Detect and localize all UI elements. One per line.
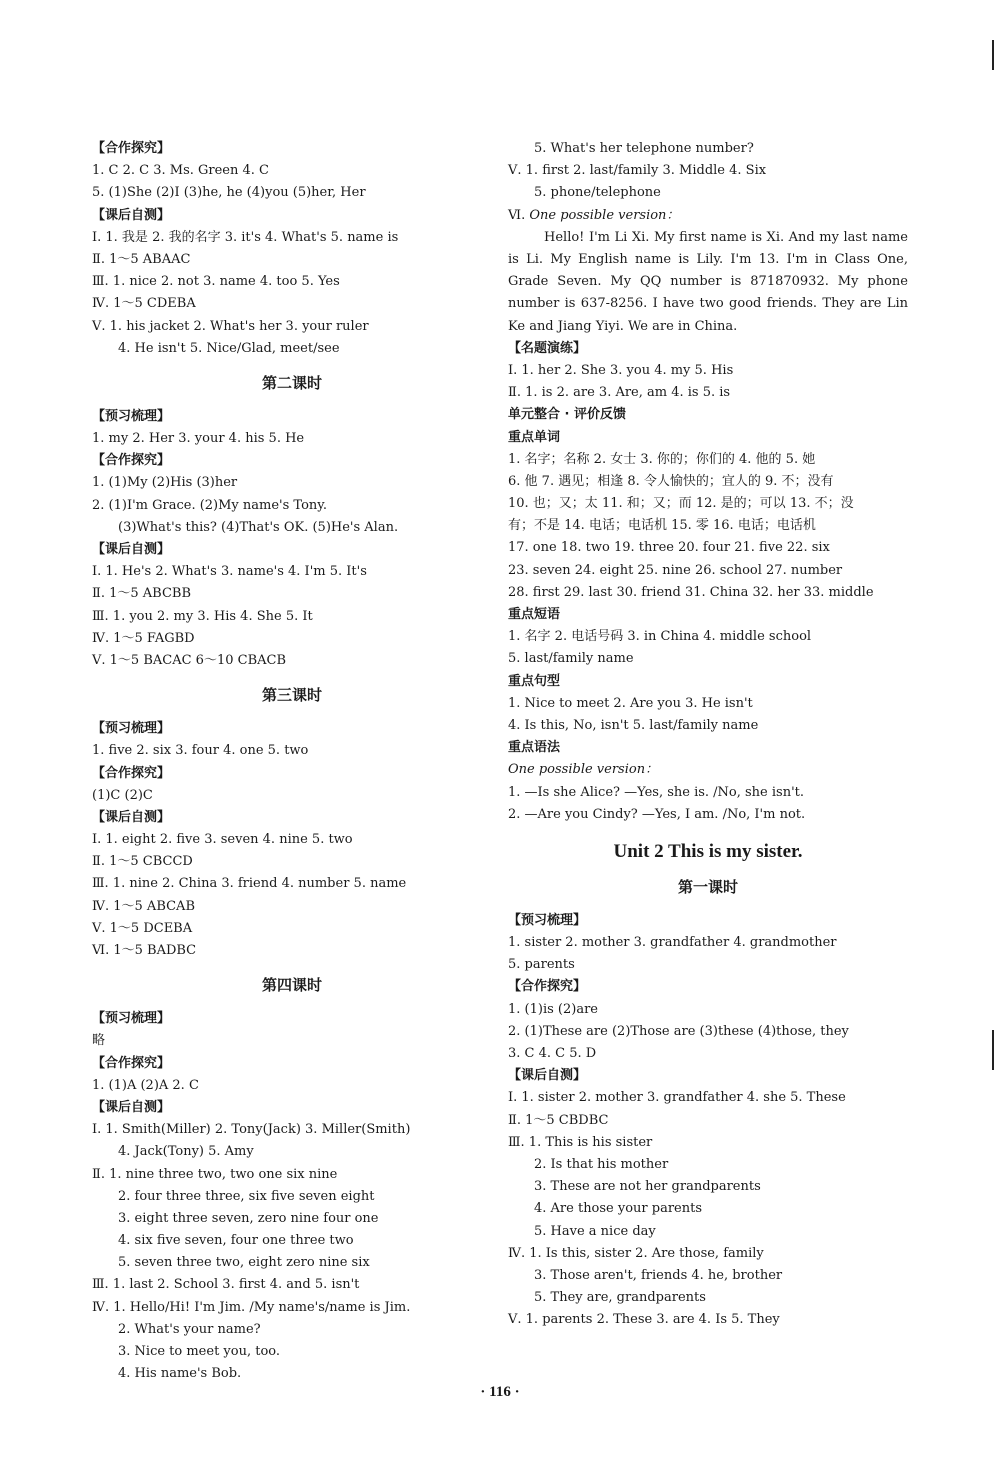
answer-line: 5. seven three two, eight zero nine six — [118, 1255, 370, 1271]
answer-line: 4. six five seven, four one three two — [118, 1233, 354, 1249]
answer-line: 2. —Are you Cindy? —Yes, I am. /No, I'm not. — [508, 806, 806, 822]
section-heading: 【预习梳理】 — [92, 721, 171, 737]
answer-line: 4. He isn't 5. Nice/Glad, meet/see — [118, 340, 340, 356]
answer-line: 5. Have a nice day — [534, 1223, 656, 1239]
answer-line: 3. C 4. C 5. D — [508, 1046, 597, 1062]
section-heading: 【合作探究】 — [92, 453, 171, 469]
unit-title: Unit 2 This is my sister. — [613, 840, 803, 862]
lesson-title: 第一课时 — [677, 877, 738, 896]
answer-line: 1. my 2. Her 3. your 4. his 5. He — [92, 431, 305, 447]
section-heading: 【名题演练】 — [508, 340, 587, 356]
answer-line: 2. (1)These are (2)Those are (3)these (4)those, they — [508, 1023, 849, 1039]
answer-line: Ⅰ. 1. Smith(Miller) 2. Tony(Jack) 3. Miller(Smith) — [92, 1122, 411, 1138]
answer-line: 4. Jack(Tony) 5. Amy — [118, 1144, 254, 1160]
section-heading: 【课后自测】 — [92, 542, 171, 557]
answer-line: Ⅲ. 1. nine 2. China 3. friend 4. number 5. name — [92, 876, 407, 892]
answer-line: 1. (1)is (2)are — [508, 1001, 598, 1017]
section-heading: 【课后自测】 — [92, 809, 171, 825]
answer-line: Ⅳ. 1～5 FAGBD — [92, 630, 195, 646]
section-heading: 【预习梳理】 — [92, 408, 171, 424]
answer-line: 1. (1)My (2)His (3)her — [92, 475, 238, 491]
answer-line: 5. phone/telephone — [534, 185, 661, 201]
answer-line: 28. first 29. last 30. friend 31. China 32. her 33. middle — [508, 584, 874, 600]
answer-line: Ⅰ. 1. He's 2. What's 3. name's 4. I'm 5. It's — [92, 564, 367, 580]
lesson-title: 第三课时 — [261, 686, 322, 705]
answer-line: 5. They are, grandparents — [534, 1290, 706, 1306]
answer-line: 1. five 2. six 3. four 4. one 5. two — [92, 743, 309, 759]
answer-line: Ⅱ. 1～5 ABCBB — [92, 586, 192, 602]
answer-line: Ⅴ. 1～5 DCEBA — [92, 920, 193, 936]
scan-edge-mark — [992, 1030, 994, 1070]
answer-line: 3. Nice to meet you, too. — [118, 1344, 281, 1359]
answer-line: Ⅰ. 1. 我是 2. 我的名字 3. it's 4. What's 5. name is — [92, 229, 399, 245]
answer-line: (1)C (2)C — [92, 787, 153, 803]
answer-line: Ⅲ. 1. last 2. School 3. first 4. and 5. isn't — [92, 1277, 360, 1293]
answer-line: 1. C 2. C 3. Ms. Green 4. C — [92, 163, 269, 179]
answer-line: 4. His name's Bob. — [118, 1366, 242, 1382]
section-heading: 重点句型 — [508, 673, 561, 689]
answer-line — [508, 205, 908, 227]
answer-line: 略 — [92, 1033, 106, 1049]
answer-line: 1. (1)A (2)A 2. C — [92, 1077, 199, 1093]
answer-line: 1. sister 2. mother 3. grandfather 4. grandmother — [508, 935, 837, 951]
answer-line: Ⅳ. 1～5 ABCAB — [92, 898, 195, 914]
section-heading: 【课后自测】 — [508, 1068, 587, 1084]
answer-line: Ⅴ. 1. parents 2. These 3. are 4. Is 5. They — [508, 1312, 780, 1328]
answer-line: Ⅲ. 1. nice 2. not 3. name 4. too 5. Yes — [92, 274, 340, 290]
page-number: · 116 · — [480, 1384, 520, 1400]
answer-line: 2. four three three, six five seven eight — [118, 1188, 375, 1204]
answer-line: 有；不是 14. 电话；电话机 15. 零 16. 电话；电话机 — [508, 518, 816, 534]
answer-line: Ⅱ. 1～5 CBCCD — [92, 854, 193, 870]
right-column — [508, 138, 908, 1331]
answer-line: 5. (1)She (2)I (3)he, he (4)you (5)her, Her — [92, 185, 366, 201]
answer-line: 10. 也；又；太 11. 和；又；而 12. 是的；可以 13. 不；没 — [508, 496, 854, 512]
left-column — [92, 138, 492, 1385]
answer-line: 4. Are those your parents — [534, 1201, 703, 1217]
answer-line: 4. Is this, No, isn't 5. last/family name — [508, 717, 759, 733]
answer-line: 2. Is that his mother — [534, 1156, 669, 1172]
answer-line: 5. What's her telephone number? — [534, 141, 754, 156]
answer-line: Ⅲ. 1. you 2. my 3. His 4. She 5. It — [92, 608, 313, 624]
section-heading: 【预习梳理】 — [92, 1011, 171, 1027]
section-heading: 【预习梳理】 — [508, 912, 587, 928]
answer-line: Ⅰ. 1. eight 2. five 3. seven 4. nine 5. two — [92, 832, 353, 848]
answer-line: 17. one 18. two 19. three 20. four 21. five 22. six — [508, 540, 830, 556]
sample-paragraph: Hello! I'm Li Xi. My first name is Xi. And my last name is Li. My English name is Lily. I'm 13. I'm in Class One, Grade Seven. My QQ number is 871870932. My phone number is 637-8256. I have two good friends. They are Lin Ke and Jiang Yiyi. We are in China. — [508, 229, 908, 334]
section-heading: 重点短语 — [508, 607, 561, 623]
section-heading: 单元整合 · 评价反馈 — [508, 407, 626, 423]
section-heading: 重点语法 — [508, 740, 561, 756]
answer-line: Ⅴ. 1～5 BACAC 6～10 CBACB — [92, 652, 287, 668]
section-heading: 【课后自测】 — [92, 207, 171, 223]
answer-line: Ⅱ. 1～5 CBDBC — [508, 1112, 609, 1128]
answer-line: Ⅳ. 1～5 CDEBA — [92, 296, 196, 312]
answer-line: Ⅱ. 1. is 2. are 3. Are, am 4. is 5. is — [508, 385, 731, 401]
answer-line: Ⅲ. 1. This is his sister — [508, 1134, 653, 1150]
answer-line: Ⅵ. 1～5 BADBC — [92, 943, 197, 958]
answer-line: 5. parents — [508, 957, 575, 973]
section-heading: 【合作探究】 — [92, 1055, 171, 1071]
answer-line: 2. What's your name? — [118, 1321, 261, 1337]
answer-line: Ⅴ. 1. his jacket 2. What's her 3. your ruler — [92, 318, 369, 334]
answer-line: 5. last/family name — [508, 651, 634, 667]
answer-line: Ⅰ. 1. sister 2. mother 3. grandfather 4. she 5. These — [508, 1090, 846, 1106]
answer-line: 3. These are not her grandparents — [534, 1179, 761, 1195]
answer-line: Ⅱ. 1～5 ABAAC — [92, 251, 191, 267]
answer-line: 1. 名字；名称 2. 女士 3. 你的；你们的 4. 他的 5. 她 — [508, 451, 816, 467]
section-heading: 【合作探究】 — [508, 979, 587, 995]
answer-line: 23. seven 24. eight 25. nine 26. school 27. number — [508, 562, 843, 578]
section-heading: 【合作探究】 — [92, 141, 171, 156]
answer-line: (3)What's this? (4)That's OK. (5)He's Alan. — [118, 519, 399, 535]
answer-line: Ⅰ. 1. her 2. She 3. you 4. my 5. His — [508, 362, 734, 378]
lesson-title: 第二课时 — [261, 373, 322, 392]
answer-line: One possible version： — [508, 762, 659, 778]
answer-line: Ⅳ. 1. Hello/Hi! I'm Jim. /My name's/name is Jim. — [92, 1299, 411, 1315]
item-number: Ⅵ. — [508, 207, 530, 223]
answer-line: 6. 他 7. 遇见；相逢 8. 令人愉快的；宜人的 9. 不；没有 — [508, 473, 834, 489]
answer-line: 1. —Is she Alice? —Yes, she is. /No, she isn't. — [508, 784, 805, 800]
answer-line: Ⅴ. 1. first 2. last/family 3. Middle 4. Six — [508, 163, 767, 179]
answer-line: 3. Those aren't, friends 4. he, brother — [534, 1267, 783, 1283]
item-label: One possible version： — [529, 207, 680, 223]
lesson-title: 第四课时 — [261, 976, 322, 995]
answer-line: 1. Nice to meet 2. Are you 3. He isn't — [508, 695, 753, 711]
answer-line: 2. (1)I'm Grace. (2)My name's Tony. — [92, 497, 328, 513]
scan-edge-mark — [992, 40, 994, 70]
section-heading: 【课后自测】 — [92, 1099, 171, 1115]
section-heading: 重点单词 — [508, 429, 561, 445]
answer-line: Ⅳ. 1. Is this, sister 2. Are those, family — [508, 1245, 764, 1261]
section-heading: 【合作探究】 — [92, 765, 171, 781]
answer-line: 1. 名字 2. 电话号码 3. in China 4. middle school — [508, 629, 812, 645]
answer-line: 3. eight three seven, zero nine four one — [118, 1210, 379, 1226]
answer-line: Ⅱ. 1. nine three two, two one six nine — [92, 1166, 338, 1182]
